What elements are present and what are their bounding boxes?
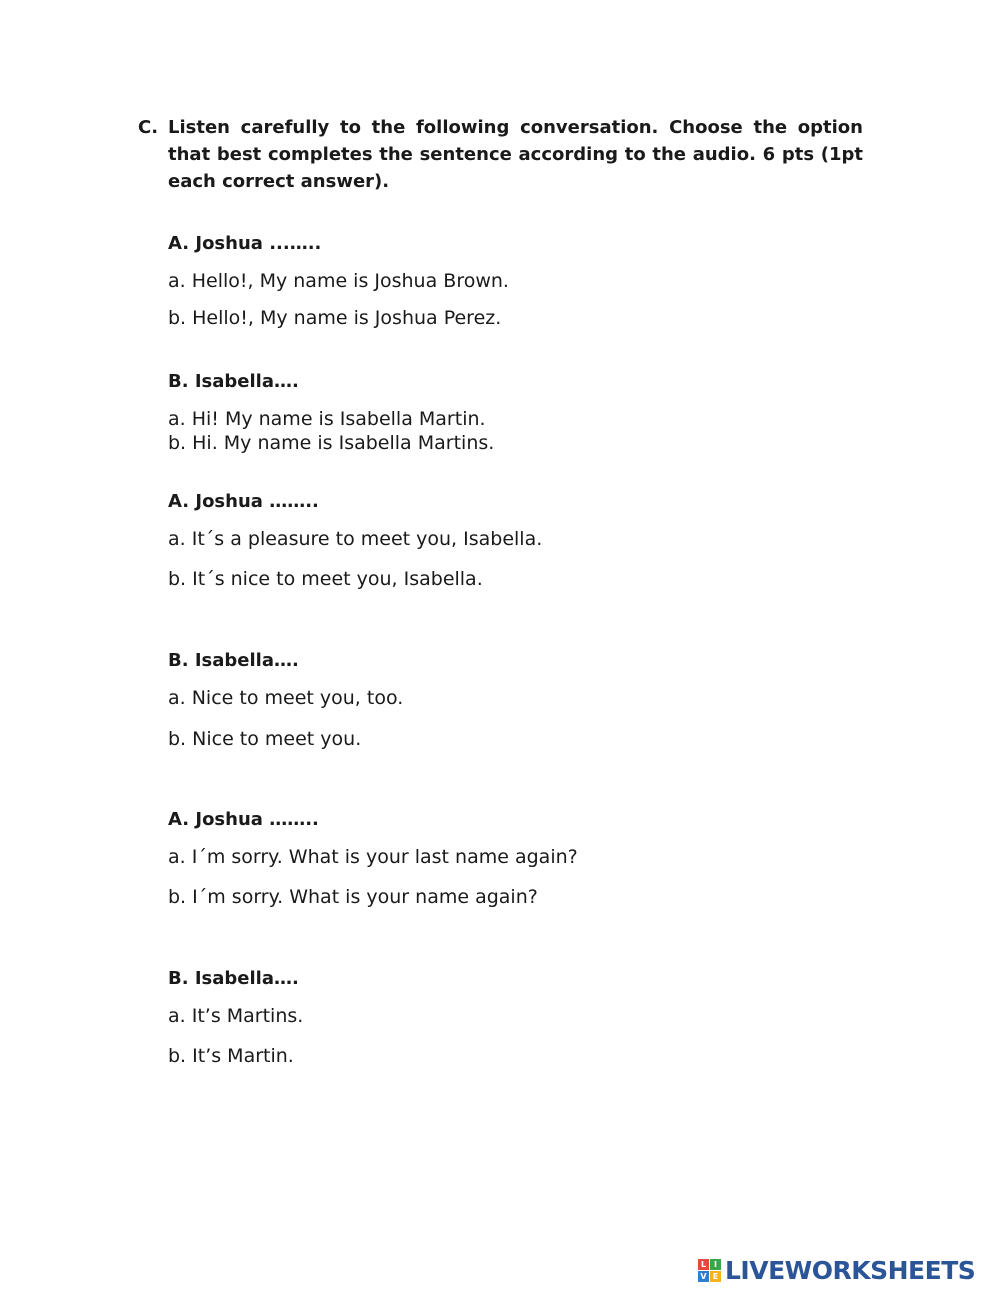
logo-mark-letter: V <box>698 1271 709 1282</box>
option-a[interactable]: a. I´m sorry. What is your last name again? <box>168 846 578 868</box>
instruction-text: Listen carefully to the following conversation. Choose the option that best completes the sentence according to the audio. 6 pts (1pt each correct answer). <box>168 117 863 192</box>
question-speaker: B. Isabella…. <box>168 371 299 392</box>
logo-mark-letter: I <box>710 1259 721 1270</box>
option-a[interactable]: a. Nice to meet you, too. <box>168 687 404 709</box>
option-b[interactable]: b. Hello!, My name is Joshua Perez. <box>168 307 502 329</box>
option-b[interactable]: b. Hi. My name is Isabella Martins. <box>168 432 495 454</box>
question-item <box>168 371 868 454</box>
question-speaker: A. Joshua …….. <box>168 491 319 512</box>
option-b[interactable]: b. It’s Martin. <box>168 1045 294 1067</box>
question-item <box>168 491 868 590</box>
option-b[interactable]: b. I´m sorry. What is your name again? <box>168 886 538 908</box>
option-a[interactable]: a. Hello!, My name is Joshua Brown. <box>168 270 509 292</box>
question-item <box>168 650 868 750</box>
option-b[interactable]: b. It´s nice to meet you, Isabella. <box>168 568 483 590</box>
logo-text: LIVEWORKSHEETS <box>725 1255 976 1285</box>
instruction-block <box>138 114 863 195</box>
option-a[interactable]: a. Hi! My name is Isabella Martin. <box>168 408 486 430</box>
option-b[interactable]: b. Nice to meet you. <box>168 728 362 750</box>
question-item <box>168 233 868 329</box>
question-item <box>168 809 868 908</box>
option-a[interactable]: a. It´s a pleasure to meet you, Isabella. <box>168 528 543 550</box>
question-speaker: B. Isabella…. <box>168 968 299 989</box>
question-speaker: B. Isabella…. <box>168 650 299 671</box>
question-speaker: A. Joshua ...….. <box>168 233 322 254</box>
live-logo-icon <box>698 1259 721 1282</box>
logo-mark-letter: L <box>698 1259 709 1270</box>
question-item <box>168 968 868 1067</box>
liveworksheets-logo <box>698 1257 975 1283</box>
logo-mark-letter: E <box>710 1271 721 1282</box>
option-a[interactable]: a. It’s Martins. <box>168 1005 304 1027</box>
question-speaker: A. Joshua …….. <box>168 809 319 830</box>
section-letter: C. <box>138 117 159 138</box>
